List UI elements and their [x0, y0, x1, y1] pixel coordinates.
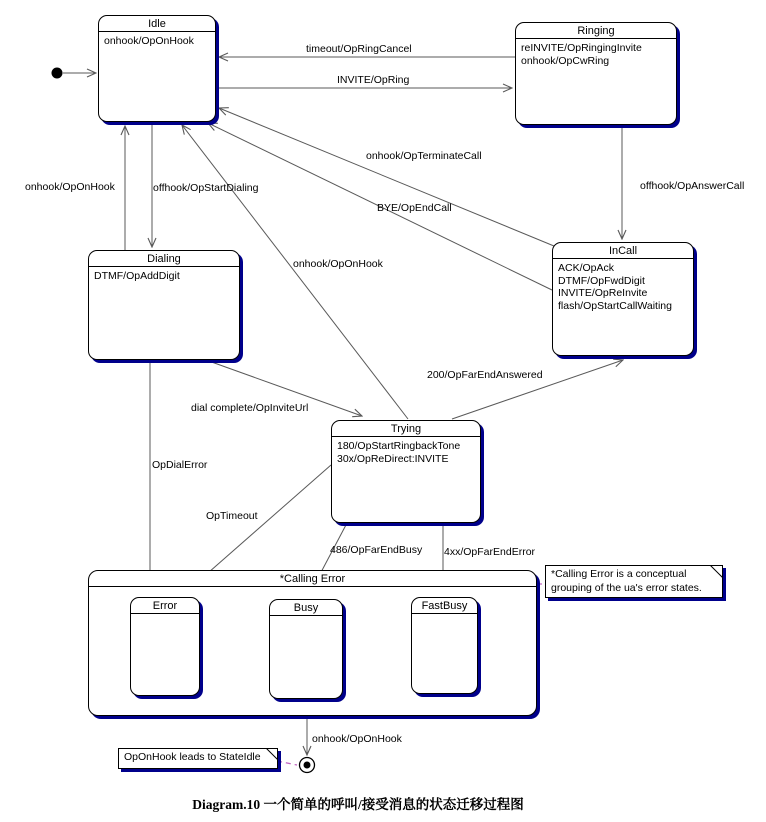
state-incall-action: ACK/OpAck: [558, 262, 615, 274]
transition-label-final-onhook: onhook/OpOnHook: [312, 733, 402, 745]
state-ringing-action: onhook/OpCwRing: [521, 54, 610, 67]
transition-label-answer: offhook/OpAnswerCall: [640, 180, 745, 192]
state-trying: [331, 420, 481, 523]
state-idle: [98, 15, 216, 122]
state-dialing-action: DTMF/OpAddDigit: [94, 270, 180, 282]
state-trying-action: 180/OpStartRingbackTone: [337, 440, 461, 452]
state-trying-action: 30x/OpReDirect:INVITE: [337, 452, 449, 465]
note-calling-error-grouping: [545, 565, 723, 598]
state-incall-action: DTMF/OpFwdDigit: [558, 274, 645, 287]
state-ringing-title: Ringing: [516, 23, 676, 39]
transition-label-far-end-busy: 486/OpFarEndBusy: [330, 544, 423, 556]
transition-label-far-end-error: 4xx/OpFarEndError: [444, 546, 536, 558]
state-busy: [269, 599, 343, 699]
state-incall-title: InCall: [553, 243, 693, 259]
transition-label-far-end-answered: 200/OpFarEndAnswered: [427, 369, 543, 381]
state-idle-action: onhook/OpOnHook: [104, 35, 194, 47]
diagram-caption: Diagram.10 一个简单的呼叫/接受消息的状态迁移过程图: [192, 797, 524, 812]
transition-label-dial-complete: dial complete/OpInviteUrl: [191, 402, 309, 414]
transition-label-ring-cancel: timeout/OpRingCancel: [306, 43, 412, 55]
note-fold-icon: [710, 565, 723, 578]
state-ringing: [515, 22, 677, 125]
state-error-title: Error: [131, 598, 199, 614]
transition-label-dial-error: OpDialError: [152, 459, 208, 471]
state-idle-title: Idle: [99, 16, 215, 32]
state-incall: [552, 242, 694, 356]
note-text: *Calling Error is a conceptual grouping of the ua's error states.: [551, 568, 702, 594]
state-incall-action: INVITE/OpReInvite: [558, 287, 648, 299]
transition-label-dialing-onhook: onhook/OpOnHook: [25, 181, 115, 193]
note-text: OpOnHook leads to StateIdle: [124, 751, 261, 763]
transition-label-op-timeout: OpTimeout: [206, 510, 258, 522]
state-fastbusy-title: FastBusy: [412, 598, 477, 614]
state-incall-action: flash/OpStartCallWaiting: [558, 299, 672, 312]
state-busy-title: Busy: [270, 600, 342, 616]
state-fastbusy: [411, 597, 478, 694]
state-calling-error: [88, 570, 537, 716]
transition-label-terminate: onhook/OpTerminateCall: [366, 150, 482, 162]
note-oponhook-stateidle: [118, 748, 278, 769]
state-trying-title: Trying: [332, 421, 480, 437]
final-state-icon: [300, 758, 315, 773]
state-dialing-title: Dialing: [89, 251, 239, 267]
state-dialing: [88, 250, 240, 360]
transition-label-invite: INVITE/OpRing: [337, 74, 410, 86]
note-connector-oponhook: [277, 761, 297, 765]
state-ringing-action: reINVITE/OpRingingInvite: [521, 42, 642, 54]
transition-label-bye: BYE/OpEndCall: [377, 202, 452, 214]
transition-label-trying-onhook: onhook/OpOnHook: [293, 258, 383, 270]
transition-incall-to-idle-terminate: [219, 108, 554, 246]
transition-label-start-dialing: offhook/OpStartDialing: [153, 182, 259, 194]
note-fold-icon: [266, 748, 278, 760]
state-error: [130, 597, 200, 696]
initial-state-icon: [52, 68, 63, 79]
state-calling-error-title: *Calling Error: [89, 571, 536, 587]
